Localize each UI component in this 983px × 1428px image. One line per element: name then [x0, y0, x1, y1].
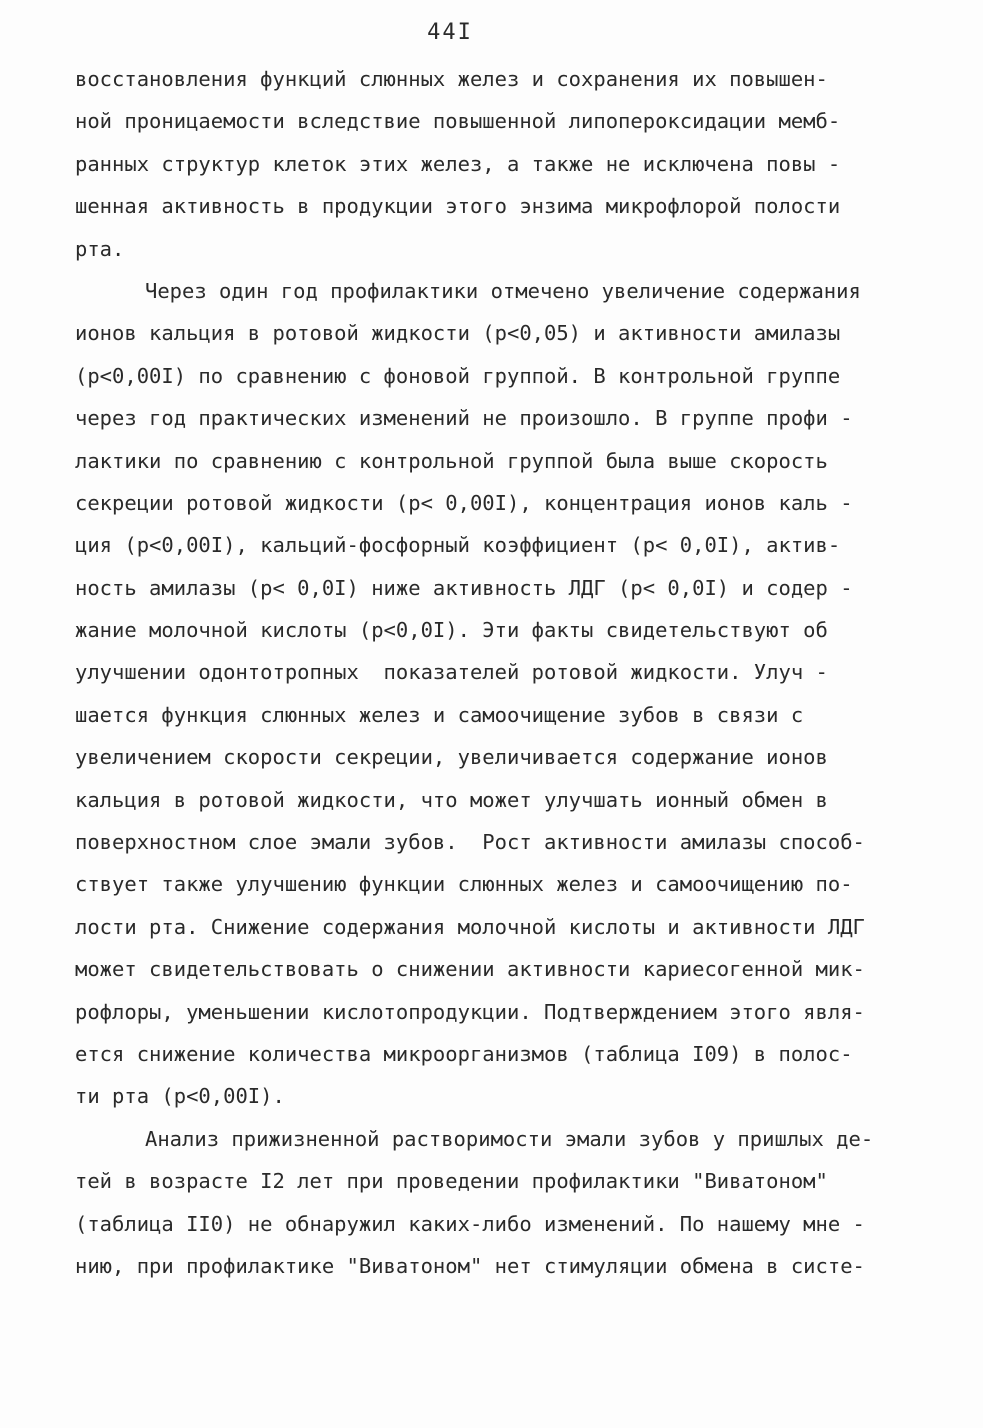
text-line: ция (p<0,00I), кальций-фосфорный коэффициент (p< 0,0I), актив- [75, 533, 841, 558]
text-line: секреции ротовой жидкости (p< 0,00I), концентрация ионов каль - [75, 490, 853, 515]
text-line: Анализ прижизненной растворимости эмали зубов у пришлых де- [145, 1126, 874, 1151]
text-line: лости рта. Снижение содержания молочной кислоты и активности ЛДГ [75, 914, 865, 939]
text-line: лактики по сравнению с контрольной группой была выше скорость [75, 448, 828, 473]
text-line: через год практических изменений не произошло. В группе профи - [75, 406, 853, 431]
text-line: рофлоры, уменьшении кислотопродукции. Подтверждением этого явля- [75, 999, 865, 1024]
text-line: (p<0,00I) по сравнению с фоновой группой. В контрольной группе [75, 363, 841, 388]
text-line: увеличением скорости секреции, увеличивается содержание ионов [75, 745, 828, 770]
text-line: (таблица II0) не обнаружил каких-либо изменений. По нашему мне - [75, 1211, 865, 1236]
text-line: ется снижение количества микроорганизмов (таблица I09) в полос- [75, 1041, 853, 1066]
text-line: ность амилазы (p< 0,0I) ниже активность ЛДГ (p< 0,0I) и содер - [75, 575, 853, 600]
text-line: восстановления функций слюнных желез и сохранения их повышен- [75, 67, 828, 91]
text-line: тей в возрасте I2 лет при проведении профилактики "Виватоном" [75, 1169, 828, 1194]
page-number: 44I [427, 20, 473, 45]
text-line: ионов кальция в ротовой жидкости (p<0,05) и активности амилазы [75, 321, 841, 346]
text-line: может свидетельствовать о снижении активности кариесогенной мик- [75, 957, 865, 982]
text-line: кальция в ротовой жидкости, что может улучшать ионный обмен в [75, 787, 828, 812]
text-line: жание молочной кислоты (p<0,0I). Эти факты свидетельствуют об [75, 618, 828, 643]
text-line: нию, при профилактике "Виватоном" нет стимуляции обмена в систе- [75, 1253, 865, 1278]
text-line: Через один год профилактики отмечено увеличение содержания [145, 278, 861, 303]
text-line: ти рта (p<0,00I). [75, 1084, 285, 1109]
text-line: ранных структур клеток этих желез, а также не исключена повы - [75, 151, 841, 176]
text-line: ной проницаемости вследствие повышенной липопероксидации мемб- [75, 109, 841, 134]
text-line: рта. [75, 236, 125, 261]
text-line: поверхностном слое эмали зубов. Рост активности амилазы способ- [75, 830, 865, 855]
text-line: шается функция слюнных желез и самоочищение зубов в связи с [75, 702, 804, 727]
body-text [75, 58, 925, 1287]
text-line: шенная активность в продукции этого энзима микрофлорой полости [75, 194, 841, 219]
text-line: ствует также улучшению функции слюнных желез и самоочищению по- [75, 872, 853, 897]
text-line: улучшении одонтотропных показателей ротовой жидкости. Улуч - [75, 660, 828, 685]
